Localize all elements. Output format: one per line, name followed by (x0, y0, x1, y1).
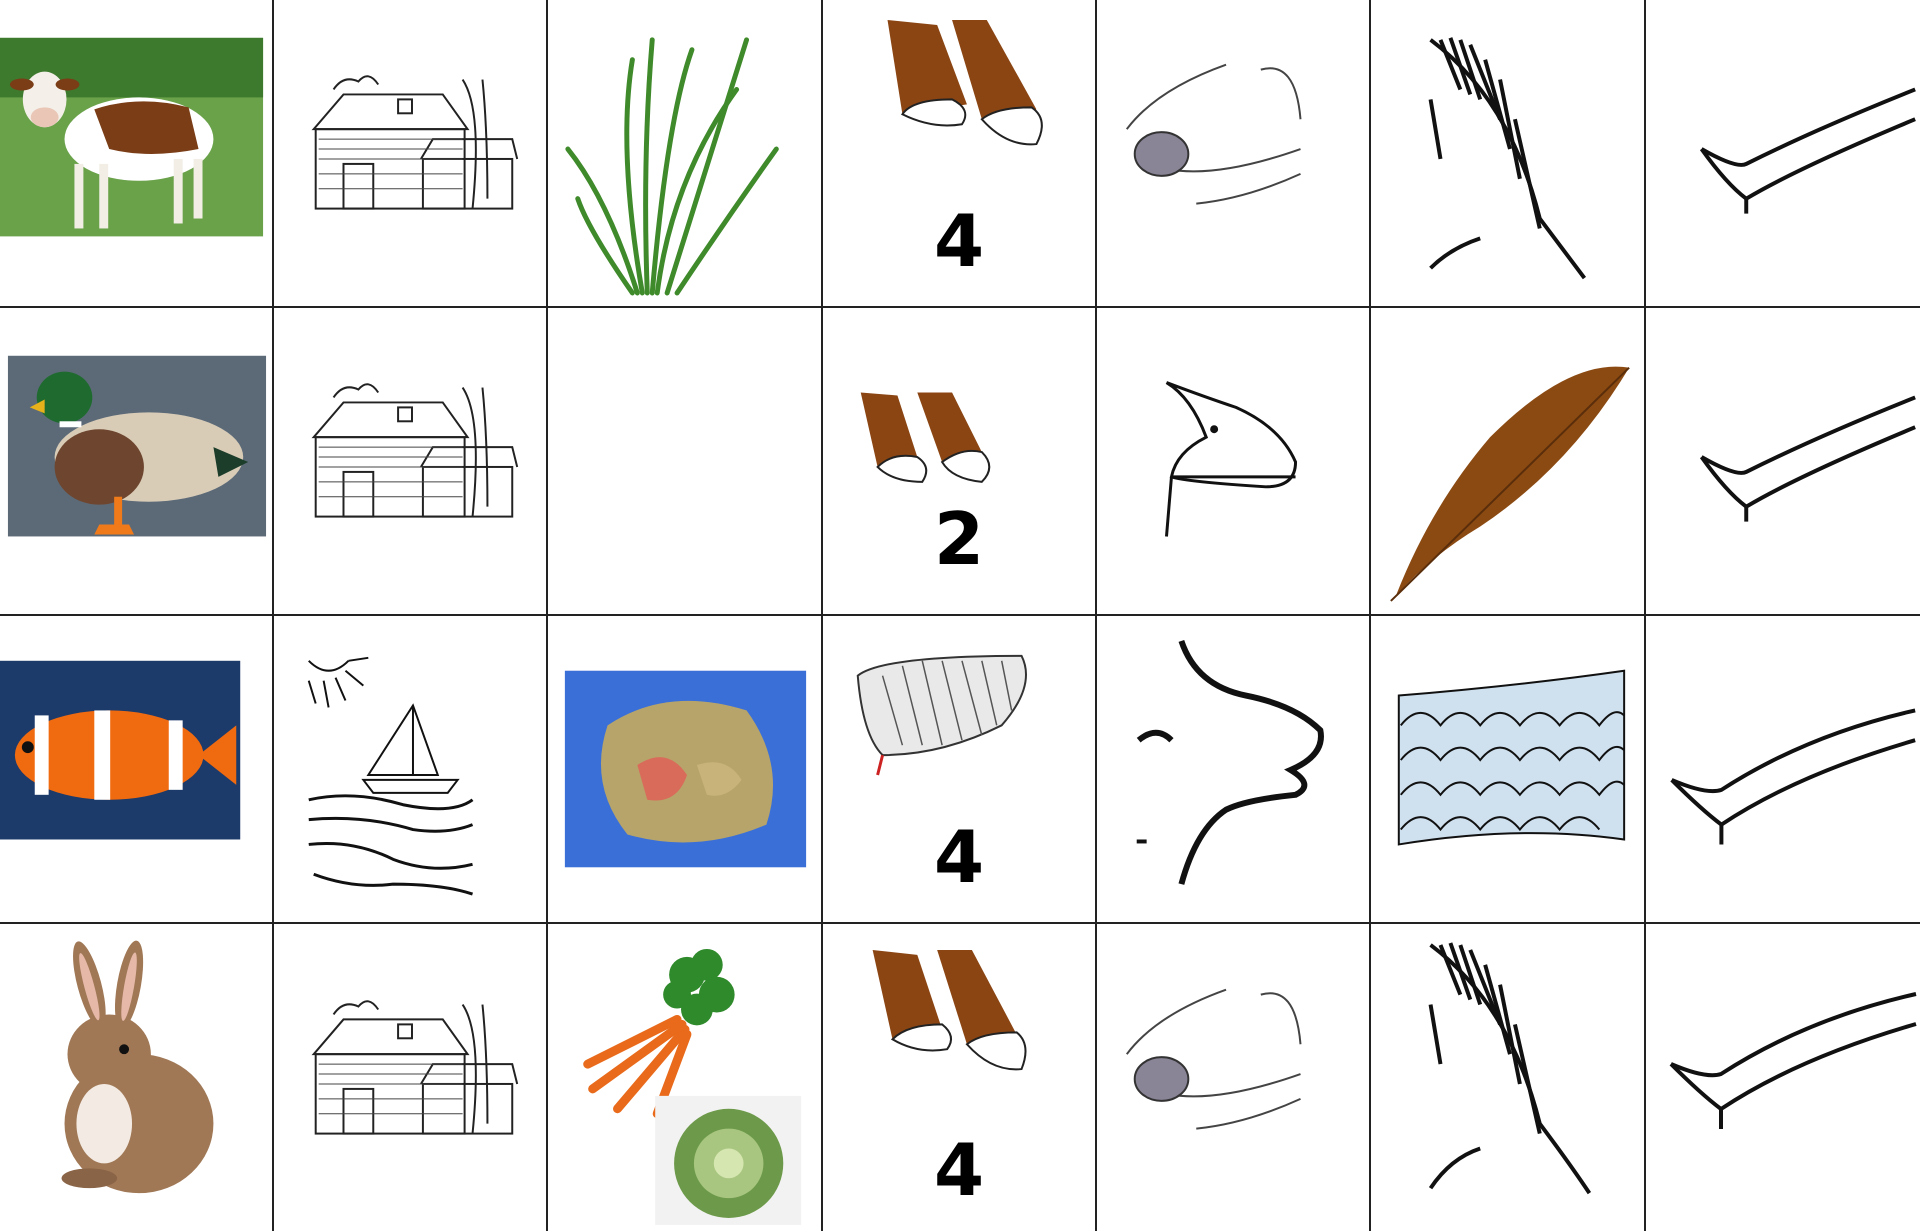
cell-duck-habitat (274, 308, 548, 616)
cell-fish-animal (0, 616, 274, 924)
cell-fish-food (548, 616, 823, 924)
cell-duck-tail (1646, 308, 1920, 616)
leg-count: 4 (933, 199, 985, 283)
fur-icon (1371, 924, 1644, 1231)
tail-icon (1646, 924, 1920, 1231)
fish-photo (0, 616, 272, 922)
farm-barn-icon (274, 308, 546, 614)
cell-duck-food (548, 308, 823, 616)
cell-duck-animal (0, 308, 274, 616)
farm-barn-icon (274, 924, 546, 1231)
cell-fish-mouth (1097, 616, 1371, 924)
grass-icon (548, 0, 821, 306)
cell-rabbit-covering (1371, 924, 1646, 1231)
tail-icon (1646, 308, 1920, 614)
cell-rabbit-mouth (1097, 924, 1371, 1231)
leg-count: 4 (933, 1128, 985, 1212)
cell-rabbit-animal (0, 924, 274, 1231)
leg-count: 4 (933, 815, 985, 899)
cell-fish-tail (1646, 616, 1920, 924)
feather-icon (1371, 308, 1644, 614)
cell-duck-mouth (1097, 308, 1371, 616)
cow-photo (0, 0, 272, 306)
beak-icon (1097, 308, 1369, 614)
tail-icon (1646, 616, 1920, 922)
fish-lips-icon (1097, 616, 1369, 922)
cell-duck-covering (1371, 308, 1646, 616)
cell-rabbit-tail (1646, 924, 1920, 1231)
snout-icon (1097, 0, 1369, 306)
cell-cow-mouth (1097, 0, 1371, 308)
snout-icon (1097, 924, 1369, 1231)
cell-cow-habitat (274, 0, 548, 308)
cell-cow-animal (0, 0, 274, 308)
rabbit-photo (0, 924, 272, 1231)
leg-count: 2 (933, 497, 985, 581)
cell-duck-legs (823, 308, 1097, 616)
fur-icon (1371, 0, 1644, 306)
tail-icon (1646, 0, 1920, 306)
cell-cow-tail (1646, 0, 1920, 308)
duck-photo (0, 308, 272, 614)
cell-cow-covering (1371, 0, 1646, 308)
cell-fish-habitat (274, 616, 548, 924)
scales-icon (1371, 616, 1644, 922)
sea-sailboat-icon (274, 616, 546, 922)
cell-rabbit-habitat (274, 924, 548, 1231)
cell-fish-legs (823, 616, 1097, 924)
cell-cow-legs (823, 0, 1097, 308)
cell-fish-covering (1371, 616, 1646, 924)
cell-cow-food (548, 0, 823, 308)
carrots-and-cabbage-photo (548, 924, 821, 1231)
cell-rabbit-food (548, 924, 823, 1231)
fish-flakes-photo (548, 616, 821, 922)
cell-rabbit-legs (823, 924, 1097, 1231)
farm-barn-icon (274, 0, 546, 306)
